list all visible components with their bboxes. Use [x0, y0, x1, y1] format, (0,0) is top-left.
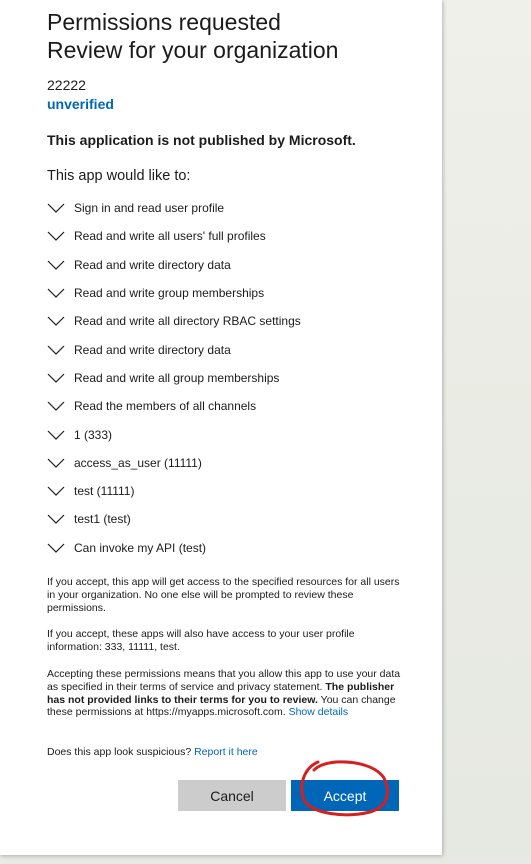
title-line-1: Permissions requested [47, 9, 281, 35]
chevron-down-icon [47, 458, 65, 468]
permission-label: test1 (test) [74, 512, 131, 527]
permission-item[interactable] [47, 335, 301, 363]
permission-item[interactable] [47, 534, 301, 562]
app-name: 22222 [47, 77, 86, 93]
unverified-link[interactable]: unverified [47, 96, 114, 112]
publisher-notice: This application is not published by Microsoft. [47, 132, 356, 148]
permission-item[interactable] [47, 449, 301, 477]
permission-item[interactable] [47, 222, 301, 250]
permission-item[interactable] [47, 505, 301, 533]
show-details-link[interactable]: Show details [288, 706, 349, 719]
permission-item[interactable] [47, 477, 301, 505]
cancel-button[interactable]: Cancel [178, 780, 286, 811]
permission-item[interactable] [47, 279, 301, 307]
permission-item[interactable] [47, 194, 301, 222]
permission-label: Can invoke my API (test) [74, 540, 207, 555]
permission-label: Read the members of all channels [74, 399, 257, 414]
chevron-down-icon [47, 203, 65, 213]
background-bottom [0, 855, 531, 864]
report-link[interactable]: Report it here [194, 746, 258, 758]
permission-label: Read and write group memberships [74, 286, 265, 301]
chevron-down-icon [47, 373, 65, 383]
permission-label: Read and write directory data [74, 342, 231, 357]
page-title [47, 8, 338, 64]
chevron-down-icon [47, 231, 65, 241]
permission-item[interactable] [47, 420, 301, 448]
profile-notice: If you accept, these apps will also have access to your user profile information: 333, 11111, test. [47, 628, 355, 653]
chevron-down-icon [47, 486, 65, 496]
permission-label: test (11111) [74, 484, 135, 499]
permission-label: 1 (333) [74, 427, 113, 442]
background-right [442, 0, 531, 864]
permission-label: Read and write all directory RBAC settings [74, 314, 301, 329]
accept-notice: If you accept, this app will get access to the specified resources for all users in your organization. No one else will be prompted to review these permissions. [47, 576, 400, 614]
permission-label: access_as_user (11111) [74, 455, 202, 470]
permission-item[interactable] [47, 307, 301, 335]
terms-notice [47, 668, 403, 719]
permission-item[interactable] [47, 251, 301, 279]
permission-label: Read and write all group memberships [74, 370, 280, 385]
accept-button[interactable]: Accept [291, 780, 399, 811]
permissions-list [47, 194, 301, 562]
terms-change: You can change these permissions at https://myapps.microsoft.com. [47, 693, 396, 719]
suspicious-question: Does this app look suspicious? [47, 746, 195, 758]
terms-intro: Accepting these permissions means that you allow this app to use your data as specified in their terms of service and privacy statement. [47, 668, 401, 693]
permission-item[interactable] [47, 392, 301, 420]
suspicious-prompt [47, 746, 258, 758]
permission-label: Read and write directory data [74, 257, 231, 272]
chevron-down-icon [47, 316, 65, 326]
permission-label: Sign in and read user profile [74, 201, 225, 216]
chevron-down-icon [47, 288, 65, 298]
permission-item[interactable] [47, 364, 301, 392]
permission-label: Read and write all users' full profiles [74, 229, 266, 244]
terms-warning: The publisher has not provided links to their terms for you to review. [47, 680, 395, 706]
chevron-down-icon [47, 260, 65, 270]
chevron-down-icon [47, 543, 65, 553]
title-line-2: Review for your organization [47, 37, 339, 63]
chevron-down-icon [47, 345, 65, 355]
chevron-down-icon [47, 514, 65, 524]
permissions-intro: This app would like to: [47, 168, 191, 184]
chevron-down-icon [47, 401, 65, 411]
chevron-down-icon [47, 430, 65, 440]
